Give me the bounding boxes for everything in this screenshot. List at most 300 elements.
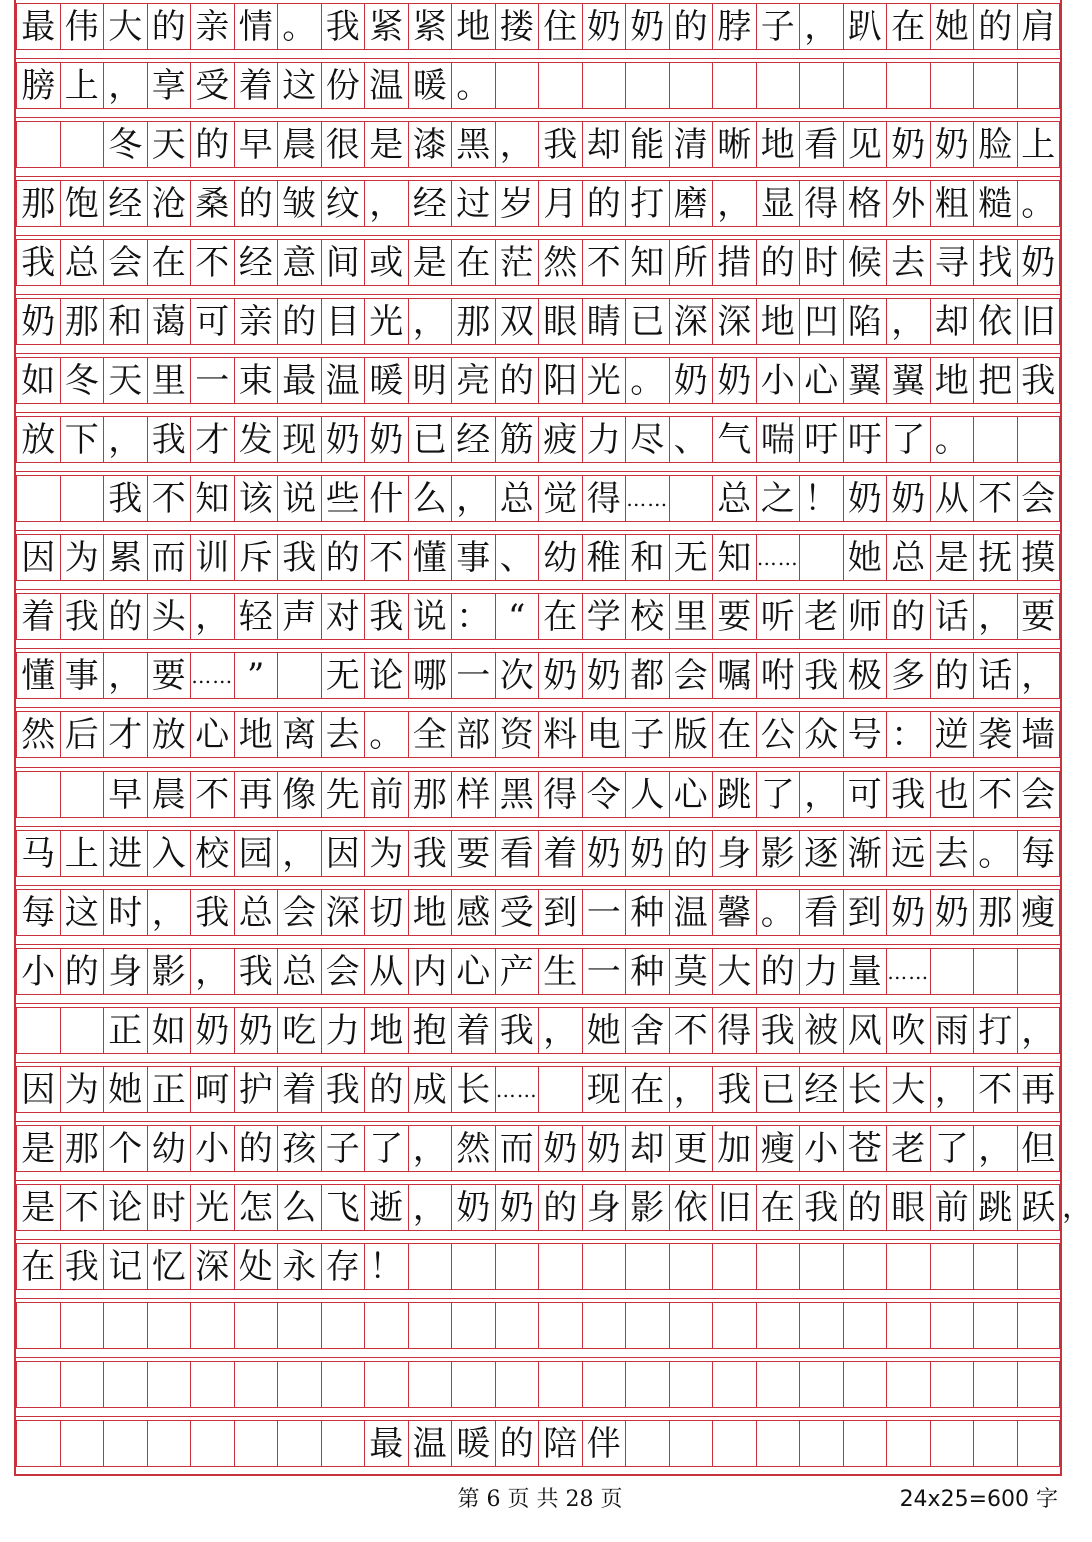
grid-cell: 说 (408, 594, 452, 640)
grid-cell (886, 1362, 930, 1408)
grid-cell: 的 (756, 949, 800, 995)
grid-cell (886, 1244, 930, 1290)
grid-cell: 晨 (277, 122, 321, 168)
grid-row (16, 594, 1060, 653)
grid-cell: 不 (973, 772, 1017, 818)
grid-cell (756, 1244, 800, 1290)
grid-cell: 从 (930, 476, 974, 522)
grid-cell: 无 (321, 653, 365, 699)
grid-cell: 尽 (625, 417, 669, 463)
grid-cell: 极 (843, 653, 887, 699)
grid-cell: 眼 (538, 299, 582, 345)
grid-rule (16, 707, 1060, 708)
grid-cell: 在 (451, 240, 495, 286)
grid-cell: 时 (799, 240, 843, 286)
grid-cell: 显 (756, 181, 800, 227)
grid-rule (16, 944, 1060, 945)
grid-cell (669, 63, 713, 109)
grid-cell: 现 (277, 417, 321, 463)
grid-row (16, 890, 1060, 949)
grid-cell: 飞 (321, 1185, 365, 1231)
grid-cell: 嘱 (712, 653, 756, 699)
grid-cell: 我 (799, 653, 843, 699)
grid-cell: 身 (103, 949, 147, 995)
grid-cell (799, 1421, 843, 1467)
grid-cell: 深 (669, 299, 713, 345)
grid-cell: 然 (538, 240, 582, 286)
grid-rule (16, 589, 1060, 590)
grid-cell: 奶 (16, 299, 60, 345)
grid-cell: 经 (103, 181, 147, 227)
grid-cell (973, 1421, 1017, 1467)
grid-cell: 那 (973, 890, 1017, 936)
grid-cell: 旧 (1017, 299, 1061, 345)
grid-cell: 到 (843, 890, 887, 936)
grid-cell (712, 63, 756, 109)
grid-cell: 瘦 (1017, 890, 1061, 936)
grid-cell: 地 (756, 122, 800, 168)
grid-cell: 意 (277, 240, 321, 286)
grid-cell: 是 (408, 240, 452, 286)
grid-cell: 双 (495, 299, 539, 345)
grid-cell: 肩 (1017, 4, 1061, 50)
grid-cell: 不 (582, 240, 626, 286)
grid-cell: 我 (364, 594, 408, 640)
grid-cell: 沧 (147, 181, 191, 227)
grid-cell: 子 (321, 1126, 365, 1172)
grid-cell: 放 (147, 712, 191, 758)
grid-cell: 光 (582, 358, 626, 404)
grid-cell: ， (103, 417, 147, 463)
grid-cell: 子 (625, 712, 669, 758)
grid-cell (1017, 1303, 1061, 1349)
grid-cell: 的 (277, 299, 321, 345)
grid-cell (408, 1244, 452, 1290)
grid-cell: 紧 (408, 4, 452, 50)
grid-cell: 气 (712, 417, 756, 463)
grid-cell (277, 1421, 321, 1467)
grid-cell: 事 (60, 653, 104, 699)
grid-cell: 会 (669, 653, 713, 699)
grid-cell: 茫 (495, 240, 539, 286)
grid-cell: 咐 (756, 653, 800, 699)
grid-cell: 磨 (669, 181, 713, 227)
grid-cell: ！ (799, 476, 843, 522)
grid-cell: 孩 (277, 1126, 321, 1172)
grid-cell (973, 1303, 1017, 1349)
grid-cell: 永 (277, 1244, 321, 1290)
grid-cell: 一 (582, 949, 626, 995)
grid-cell: 目 (321, 299, 365, 345)
grid-cell (495, 1362, 539, 1408)
grid-cell (669, 476, 713, 522)
grid-cell: 我 (60, 1244, 104, 1290)
grid-cell: 奶 (451, 1185, 495, 1231)
grid-rule (16, 353, 1060, 354)
grid-cell: 不 (60, 1185, 104, 1231)
grid-cell: 的 (321, 535, 365, 581)
grid-cell: 是 (364, 122, 408, 168)
grid-cell: 。 (930, 417, 974, 463)
grid-cell: 奶 (625, 831, 669, 877)
grid-cell: 最 (16, 4, 60, 50)
grid-cell: 摸 (1017, 535, 1061, 581)
grid-cell: 我 (712, 1067, 756, 1113)
grid-cell (60, 122, 104, 168)
grid-cell: ： (886, 712, 930, 758)
grid-cell: 记 (103, 1244, 147, 1290)
grid-cell: 呵 (190, 1067, 234, 1113)
grid-cell: 跳 (973, 1185, 1017, 1231)
grid-cell: …… (625, 476, 669, 522)
grid-cell: 哪 (408, 653, 452, 699)
grid-cell (625, 1362, 669, 1408)
grid-cell: 趴 (843, 4, 887, 50)
grid-cell (190, 1421, 234, 1467)
grid-cell (712, 1362, 756, 1408)
grid-row (16, 831, 1060, 890)
grid-cell: 黑 (451, 122, 495, 168)
grid-cell: 深 (190, 1244, 234, 1290)
grid-cell: 看 (799, 122, 843, 168)
grid-cell: 料 (538, 712, 582, 758)
grid-cell: ， (147, 890, 191, 936)
grid-cell: 瘦 (756, 1126, 800, 1172)
grid-cell (60, 1303, 104, 1349)
grid-cell: 号 (843, 712, 887, 758)
grid-cell: 见 (843, 122, 887, 168)
grid-cell: 不 (147, 476, 191, 522)
grid-cell (582, 1303, 626, 1349)
grid-cell: 轻 (234, 594, 278, 640)
grid-cell: 奶 (582, 831, 626, 877)
grid-cell: 一 (451, 653, 495, 699)
grid-cell: 远 (886, 831, 930, 877)
grid-cell: 天 (147, 122, 191, 168)
grid-cell: 情 (234, 4, 278, 50)
grid-cell: 为 (60, 535, 104, 581)
grid-cell (582, 1244, 626, 1290)
grid-cell (799, 535, 843, 581)
grid-row (16, 4, 1060, 63)
grid-cell: 的 (669, 4, 713, 50)
grid-cell: 奶 (538, 653, 582, 699)
grid-cell: 里 (669, 594, 713, 640)
grid-cell: 奶 (190, 1008, 234, 1054)
grid-cell: 光 (364, 299, 408, 345)
grid-cell: 她 (930, 4, 974, 50)
grid-cell: 温 (669, 890, 713, 936)
grid-cell: 我 (147, 417, 191, 463)
grid-cell: 内 (408, 949, 452, 995)
grid-cell: 先 (321, 772, 365, 818)
grid-cell: 寻 (930, 240, 974, 286)
grid-cell: 我 (408, 831, 452, 877)
grid-cell: 的 (364, 1067, 408, 1113)
grid-cell: 。 (277, 4, 321, 50)
grid-cell: 睛 (582, 299, 626, 345)
grid-cell: ， (886, 299, 930, 345)
grid-cell (712, 1421, 756, 1467)
grid-cell: ， (1017, 653, 1061, 699)
grid-cell: 心 (669, 772, 713, 818)
grid-cell: 资 (495, 712, 539, 758)
grid-row (16, 949, 1060, 1008)
grid-cell: 离 (277, 712, 321, 758)
grid-cell: 渐 (843, 831, 887, 877)
grid-cell: 的 (669, 831, 713, 877)
grid-cell: 得 (712, 1008, 756, 1054)
grid-rule (16, 294, 1060, 295)
grid-row (16, 476, 1060, 535)
grid-rule (16, 648, 1060, 649)
grid-cell: 地 (756, 299, 800, 345)
grid-cell: 已 (408, 417, 452, 463)
grid-cell (669, 1303, 713, 1349)
grid-cell: 她 (582, 1008, 626, 1054)
grid-cell (16, 1421, 60, 1467)
grid-cell (451, 1244, 495, 1290)
grid-row (16, 299, 1060, 358)
grid-row (16, 358, 1060, 417)
grid-cell: 因 (321, 831, 365, 877)
grid-cell: 天 (103, 358, 147, 404)
grid-cell: 蔼 (147, 299, 191, 345)
grid-cell: 去 (930, 831, 974, 877)
grid-cell: 小 (16, 949, 60, 995)
grid-cell: 在 (712, 712, 756, 758)
grid-cell: 凹 (799, 299, 843, 345)
grid-cell (234, 1421, 278, 1467)
grid-cell (277, 1362, 321, 1408)
grid-cell: 地 (234, 712, 278, 758)
grid-cell: 总 (234, 890, 278, 936)
grid-cell: 要 (712, 594, 756, 640)
grid-cell: 着 (538, 831, 582, 877)
grid-cell: 然 (16, 712, 60, 758)
grid-cell: 逝 (364, 1185, 408, 1231)
grid-cell: 那 (60, 299, 104, 345)
grid-cell: 话 (973, 653, 1017, 699)
grid-cell: 岁 (495, 181, 539, 227)
grid-cell: 吹 (886, 1008, 930, 1054)
grid-cell: 奶 (886, 476, 930, 522)
grid-cell (538, 63, 582, 109)
grid-cell: 些 (321, 476, 365, 522)
grid-cell: 我 (756, 1008, 800, 1054)
grid-cell: 懂 (408, 535, 452, 581)
grid-cell: 种 (625, 949, 669, 995)
grid-cell: 会 (321, 949, 365, 995)
grid-cell: 会 (277, 890, 321, 936)
grid-cell: 着 (16, 594, 60, 640)
grid-cell (756, 1303, 800, 1349)
grid-cell: 我 (103, 476, 147, 522)
overflow-punctuation: ， (1062, 1189, 1092, 1225)
grid-cell (234, 1362, 278, 1408)
grid-cell (669, 1362, 713, 1408)
grid-cell: 去 (886, 240, 930, 286)
grid-row (16, 1421, 1060, 1480)
grid-cell: 却 (582, 122, 626, 168)
grid-cell: 最 (364, 1421, 408, 1467)
grid-cell (364, 1362, 408, 1408)
grid-cell: 种 (625, 890, 669, 936)
grid-cell: 早 (103, 772, 147, 818)
grid-cell: 月 (538, 181, 582, 227)
grid-cell: 才 (190, 417, 234, 463)
grid-cell: 陷 (843, 299, 887, 345)
grid-cell: 量 (843, 949, 887, 995)
grid-cell (973, 1244, 1017, 1290)
grid-cell: 发 (234, 417, 278, 463)
grid-cell: 在 (625, 1067, 669, 1113)
grid-cell (60, 772, 104, 818)
grid-cell (321, 1421, 365, 1467)
grid-cell: 把 (973, 358, 1017, 404)
grid-rule (16, 1357, 1060, 1358)
grid-cell (451, 1303, 495, 1349)
grid-cell (930, 63, 974, 109)
grid-cell: 的 (147, 4, 191, 50)
grid-cell: 我 (190, 890, 234, 936)
grid-cell: 奶 (930, 890, 974, 936)
grid-cell: ， (973, 1126, 1017, 1172)
grid-cell: 的 (756, 240, 800, 286)
grid-cell: 每 (16, 890, 60, 936)
grid-cell: 着 (234, 63, 278, 109)
grid-cell (1017, 1421, 1061, 1467)
grid-cell: 电 (582, 712, 626, 758)
grid-cell: 明 (408, 358, 452, 404)
grid-cell (277, 653, 321, 699)
grid-cell: 知 (625, 240, 669, 286)
grid-cell: 。 (451, 63, 495, 109)
grid-cell (495, 63, 539, 109)
grid-cell: 纹 (321, 181, 365, 227)
grid-cell (756, 1421, 800, 1467)
grid-cell: ， (103, 653, 147, 699)
grid-row (16, 653, 1060, 712)
grid-cell: 伴 (582, 1421, 626, 1467)
grid-cell (843, 1362, 887, 1408)
grid-cell: 我 (16, 240, 60, 286)
grid-rule (16, 1416, 1060, 1417)
grid-cell (408, 1362, 452, 1408)
grid-cell: 么 (408, 476, 452, 522)
grid-cell: 成 (408, 1067, 452, 1113)
grid-cell: …… (756, 535, 800, 581)
grid-cell: 长 (451, 1067, 495, 1113)
grid-row (16, 1067, 1060, 1126)
grid-cell: 要 (147, 653, 191, 699)
grid-cell: 因 (16, 1067, 60, 1113)
grid-cell: 如 (147, 1008, 191, 1054)
grid-cell: 奶 (886, 122, 930, 168)
grid-cell: 校 (625, 594, 669, 640)
grid-cell (799, 1244, 843, 1290)
grid-cell: 声 (277, 594, 321, 640)
grid-cell: 逐 (799, 831, 843, 877)
grid-cell: 那 (408, 772, 452, 818)
grid-cell: 、 (669, 417, 713, 463)
grid-cell (147, 1303, 191, 1349)
grid-cell: 下 (60, 417, 104, 463)
grid-cell: 温 (364, 63, 408, 109)
grid-cell: 而 (495, 1126, 539, 1172)
grid-cell: 苍 (843, 1126, 887, 1172)
grid-cell: ， (364, 181, 408, 227)
grid-cell: 去 (321, 712, 365, 758)
grid-cell: 桑 (190, 181, 234, 227)
grid-cell: 束 (234, 358, 278, 404)
grid-cell: 总 (60, 240, 104, 286)
grid-row (16, 240, 1060, 299)
grid-cell: 亲 (234, 299, 278, 345)
grid-cell: 影 (756, 831, 800, 877)
grid-cell: 打 (973, 1008, 1017, 1054)
grid-rule (16, 1003, 1060, 1004)
grid-cell: 要 (451, 831, 495, 877)
grid-cell: 受 (495, 890, 539, 936)
grid-cell: 温 (408, 1421, 452, 1467)
grid-cell: 的 (886, 594, 930, 640)
grid-cell: 大 (712, 949, 756, 995)
grid-cell: 老 (886, 1126, 930, 1172)
grid-cell: 忆 (147, 1244, 191, 1290)
grid-cell: 奶 (712, 358, 756, 404)
grid-cell: 皱 (277, 181, 321, 227)
grid-rule (16, 58, 1060, 59)
grid-cell: 馨 (712, 890, 756, 936)
grid-cell (103, 1303, 147, 1349)
grid-cell: 的 (843, 1185, 887, 1231)
grid-cell: ： (451, 594, 495, 640)
grid-cell (669, 1244, 713, 1290)
grid-cell (16, 122, 60, 168)
grid-cell: ， (451, 476, 495, 522)
grid-cell (321, 1303, 365, 1349)
grid-cell: 温 (321, 358, 365, 404)
grid-cell: 着 (277, 1067, 321, 1113)
grid-row (16, 1303, 1060, 1362)
grid-cell: 风 (843, 1008, 887, 1054)
grid-cell: 说 (277, 476, 321, 522)
grid-cell: 地 (408, 890, 452, 936)
grid-cell: 袭 (973, 712, 1017, 758)
grid-rule (16, 885, 1060, 886)
grid-cell: 大 (886, 1067, 930, 1113)
grid-cell: 为 (60, 1067, 104, 1113)
grid-cell (103, 1362, 147, 1408)
grid-cell: 全 (408, 712, 452, 758)
grid-cell: 前 (930, 1185, 974, 1231)
grid-cell: 找 (973, 240, 1017, 286)
grid-cell: …… (190, 653, 234, 699)
grid-cell: 我 (277, 535, 321, 581)
grid-cell: 老 (799, 594, 843, 640)
grid-cell (451, 1362, 495, 1408)
grid-cell: 论 (103, 1185, 147, 1231)
grid-cell (495, 1244, 539, 1290)
grid-cell: 懂 (16, 653, 60, 699)
grid-rule (16, 1239, 1060, 1240)
grid-cell: 我 (495, 1008, 539, 1054)
grid-cell: 我 (321, 4, 365, 50)
grid-cell: 个 (103, 1126, 147, 1172)
grid-cell: ！ (364, 1244, 408, 1290)
grid-cell: 园 (234, 831, 278, 877)
